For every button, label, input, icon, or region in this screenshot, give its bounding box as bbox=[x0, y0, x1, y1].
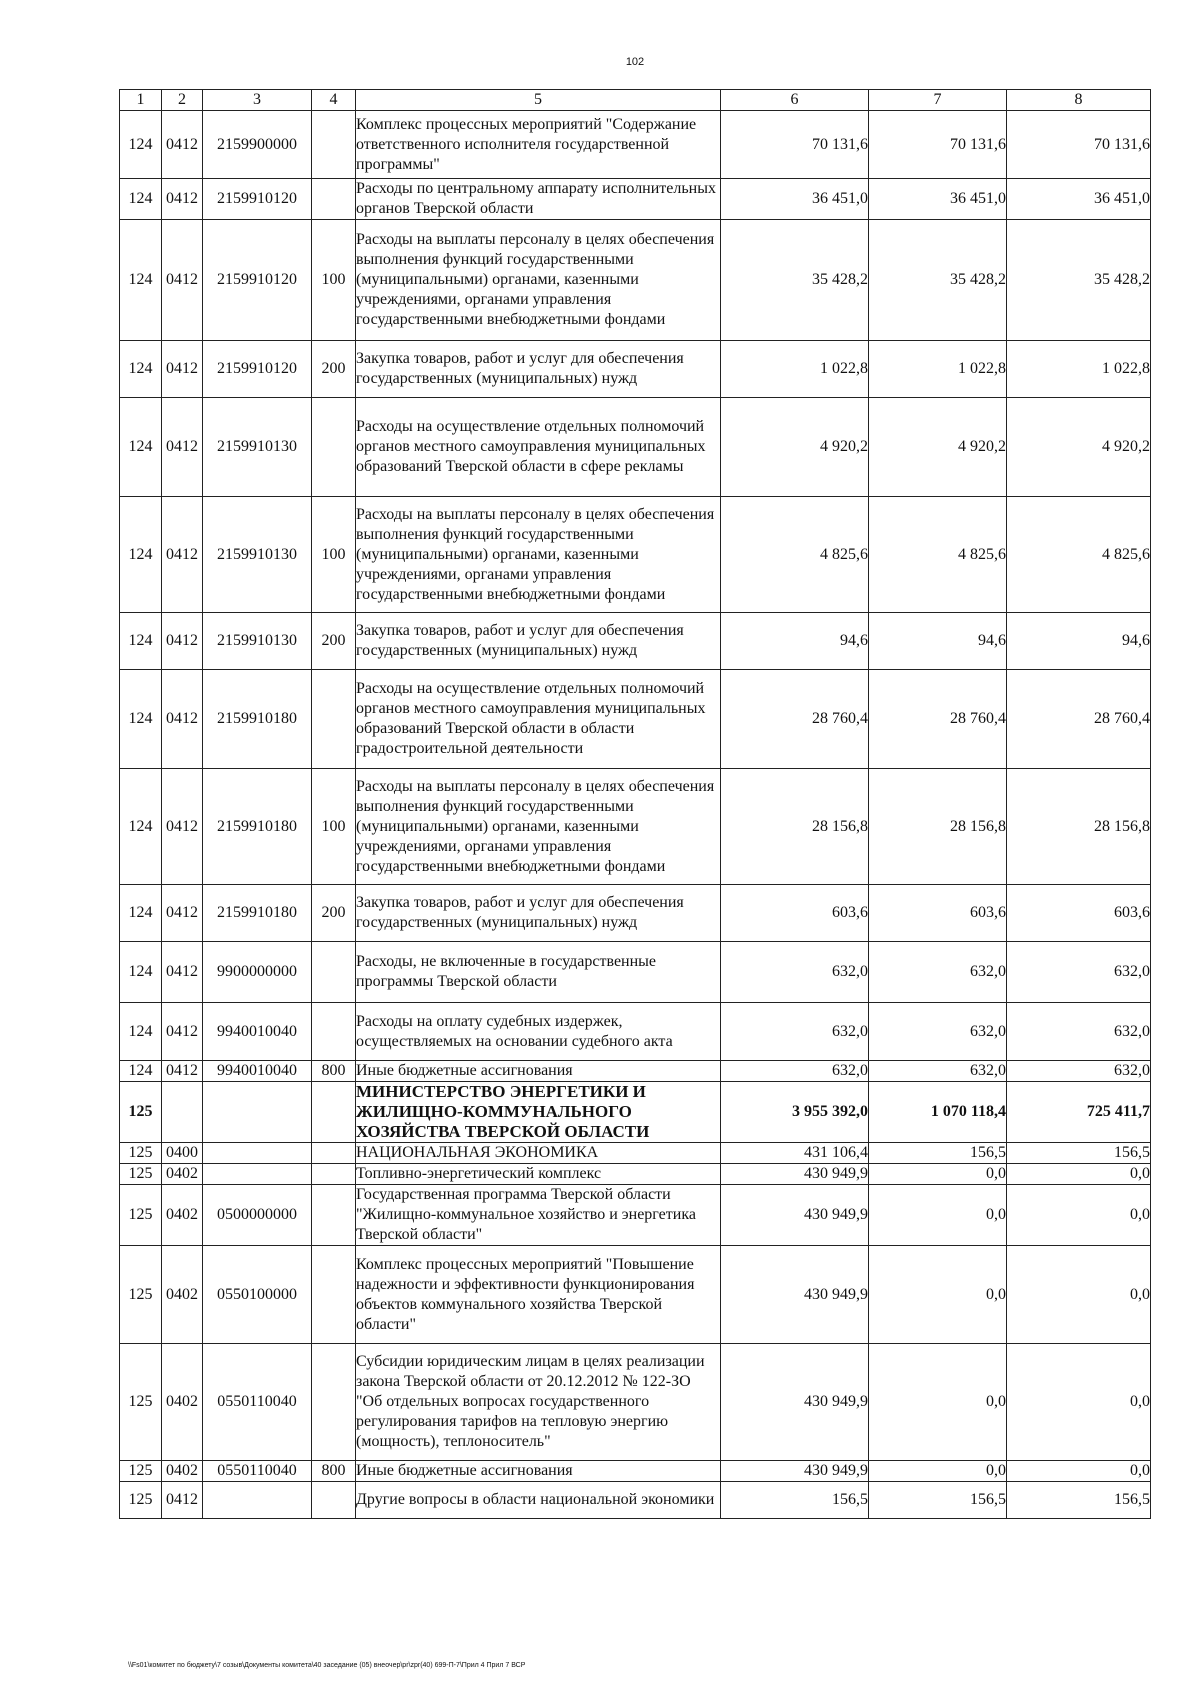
value-column-6: 70 131,6 bbox=[721, 111, 869, 179]
code-column-3: 9900000000 bbox=[203, 942, 312, 1003]
value-column-7: 0,0 bbox=[869, 1164, 1007, 1185]
table-row bbox=[120, 1061, 1151, 1082]
code-column-2: 0412 bbox=[162, 885, 203, 942]
footer-file-path: \\Fs01\комитет по бюджету\7 созыв\Документы комитета\40 заседание (05) внеочер\pr\zpr(40) 699-П-7\Прил 4 Прил 7 ВСР bbox=[128, 1662, 526, 1669]
value-column-7: 632,0 bbox=[869, 942, 1007, 1003]
code-column-4 bbox=[312, 1164, 356, 1185]
code-column-3: 9940010040 bbox=[203, 1061, 312, 1082]
code-column-1: 124 bbox=[120, 398, 162, 497]
description: Расходы на осуществление отдельных полномочий органов местного самоуправления муниципальных образований Тверской области в области градостроительной деятельности bbox=[356, 670, 721, 769]
table-row bbox=[120, 1344, 1151, 1461]
code-column-4: 100 bbox=[312, 220, 356, 341]
value-column-7: 632,0 bbox=[869, 1061, 1007, 1082]
value-column-7: 4 920,2 bbox=[869, 398, 1007, 497]
code-column-4 bbox=[312, 1482, 356, 1519]
code-column-1: 124 bbox=[120, 220, 162, 341]
value-column-8: 0,0 bbox=[1007, 1246, 1151, 1344]
code-column-2: 0402 bbox=[162, 1246, 203, 1344]
code-column-2: 0402 bbox=[162, 1164, 203, 1185]
table-row bbox=[120, 670, 1151, 769]
column-header: 6 bbox=[721, 90, 869, 111]
table-row bbox=[120, 1003, 1151, 1061]
code-column-2: 0412 bbox=[162, 179, 203, 220]
code-column-2: 0412 bbox=[162, 1482, 203, 1519]
column-header: 7 bbox=[869, 90, 1007, 111]
value-column-7: 0,0 bbox=[869, 1461, 1007, 1482]
value-column-8: 632,0 bbox=[1007, 942, 1151, 1003]
value-column-8: 0,0 bbox=[1007, 1185, 1151, 1246]
table-row bbox=[120, 769, 1151, 885]
table-header-row bbox=[120, 90, 1151, 111]
description: Комплекс процессных мероприятий "Содержание ответственного исполнителя государственной программы" bbox=[356, 111, 721, 179]
value-column-7: 70 131,6 bbox=[869, 111, 1007, 179]
code-column-1: 124 bbox=[120, 613, 162, 670]
value-column-8: 4 920,2 bbox=[1007, 398, 1151, 497]
value-column-6: 156,5 bbox=[721, 1482, 869, 1519]
value-column-7: 28 760,4 bbox=[869, 670, 1007, 769]
code-column-4: 200 bbox=[312, 885, 356, 942]
code-column-4 bbox=[312, 398, 356, 497]
code-column-2: 0412 bbox=[162, 220, 203, 341]
code-column-1: 125 bbox=[120, 1344, 162, 1461]
table-row bbox=[120, 497, 1151, 613]
code-column-1: 124 bbox=[120, 497, 162, 613]
value-column-6: 94,6 bbox=[721, 613, 869, 670]
value-column-6: 35 428,2 bbox=[721, 220, 869, 341]
table-row bbox=[120, 1482, 1151, 1519]
description: Расходы на осуществление отдельных полномочий органов местного самоуправления муниципальных образований Тверской области в сфере рекламы bbox=[356, 398, 721, 497]
value-column-7: 632,0 bbox=[869, 1003, 1007, 1061]
value-column-6: 430 949,9 bbox=[721, 1185, 869, 1246]
code-column-3: 2159910130 bbox=[203, 398, 312, 497]
code-column-4 bbox=[312, 670, 356, 769]
value-column-6: 28 156,8 bbox=[721, 769, 869, 885]
value-column-8: 0,0 bbox=[1007, 1344, 1151, 1461]
code-column-1: 124 bbox=[120, 341, 162, 398]
value-column-8: 28 760,4 bbox=[1007, 670, 1151, 769]
value-column-7: 35 428,2 bbox=[869, 220, 1007, 341]
value-column-7: 1 022,8 bbox=[869, 341, 1007, 398]
code-column-3: 9940010040 bbox=[203, 1003, 312, 1061]
code-column-4 bbox=[312, 1246, 356, 1344]
code-column-2: 0402 bbox=[162, 1461, 203, 1482]
code-column-4 bbox=[312, 1143, 356, 1164]
code-column-2 bbox=[162, 1082, 203, 1143]
value-column-6: 603,6 bbox=[721, 885, 869, 942]
description: Комплекс процессных мероприятий "Повышение надежности и эффективности функционирования объектов коммунального хозяйства Тверской области" bbox=[356, 1246, 721, 1344]
description: Другие вопросы в области национальной экономики bbox=[356, 1482, 721, 1519]
value-column-7: 4 825,6 bbox=[869, 497, 1007, 613]
value-column-8: 0,0 bbox=[1007, 1164, 1151, 1185]
code-column-1: 125 bbox=[120, 1164, 162, 1185]
description: МИНИСТЕРСТВО ЭНЕРГЕТИКИ И ЖИЛИЩНО-КОММУНАЛЬНОГО ХОЗЯЙСТВА ТВЕРСКОЙ ОБЛАСТИ bbox=[356, 1082, 721, 1143]
value-column-8: 603,6 bbox=[1007, 885, 1151, 942]
code-column-3: 2159910120 bbox=[203, 179, 312, 220]
table-row bbox=[120, 179, 1151, 220]
description: Закупка товаров, работ и услуг для обеспечения государственных (муниципальных) нужд bbox=[356, 341, 721, 398]
value-column-8: 1 022,8 bbox=[1007, 341, 1151, 398]
table-row bbox=[120, 1246, 1151, 1344]
description: Закупка товаров, работ и услуг для обеспечения государственных (муниципальных) нужд bbox=[356, 613, 721, 670]
code-column-3: 2159900000 bbox=[203, 111, 312, 179]
value-column-6: 28 760,4 bbox=[721, 670, 869, 769]
code-column-3: 0500000000 bbox=[203, 1185, 312, 1246]
table-row bbox=[120, 1185, 1151, 1246]
code-column-4 bbox=[312, 942, 356, 1003]
value-column-6: 430 949,9 bbox=[721, 1344, 869, 1461]
column-header: 3 bbox=[203, 90, 312, 111]
value-column-6: 1 022,8 bbox=[721, 341, 869, 398]
value-column-7: 603,6 bbox=[869, 885, 1007, 942]
code-column-1: 125 bbox=[120, 1482, 162, 1519]
code-column-2: 0412 bbox=[162, 341, 203, 398]
code-column-1: 124 bbox=[120, 670, 162, 769]
description: Расходы, не включенные в государственные программы Тверской области bbox=[356, 942, 721, 1003]
value-column-7: 28 156,8 bbox=[869, 769, 1007, 885]
value-column-6: 430 949,9 bbox=[721, 1246, 869, 1344]
description: Иные бюджетные ассигнования bbox=[356, 1461, 721, 1482]
code-column-4: 100 bbox=[312, 769, 356, 885]
value-column-7: 1 070 118,4 bbox=[869, 1082, 1007, 1143]
value-column-7: 94,6 bbox=[869, 613, 1007, 670]
code-column-3: 2159910130 bbox=[203, 497, 312, 613]
table-row bbox=[120, 1164, 1151, 1185]
value-column-8: 94,6 bbox=[1007, 613, 1151, 670]
code-column-2: 0412 bbox=[162, 1061, 203, 1082]
code-column-3 bbox=[203, 1143, 312, 1164]
code-column-2: 0412 bbox=[162, 942, 203, 1003]
code-column-1: 124 bbox=[120, 769, 162, 885]
code-column-3: 2159910180 bbox=[203, 769, 312, 885]
code-column-1: 125 bbox=[120, 1082, 162, 1143]
description: Топливно-энергетический комплекс bbox=[356, 1164, 721, 1185]
value-column-8: 70 131,6 bbox=[1007, 111, 1151, 179]
code-column-4 bbox=[312, 1082, 356, 1143]
value-column-8: 4 825,6 bbox=[1007, 497, 1151, 613]
value-column-6: 36 451,0 bbox=[721, 179, 869, 220]
value-column-8: 632,0 bbox=[1007, 1003, 1151, 1061]
column-header: 8 bbox=[1007, 90, 1151, 111]
code-column-3: 2159910130 bbox=[203, 613, 312, 670]
value-column-8: 156,5 bbox=[1007, 1482, 1151, 1519]
code-column-2: 0400 bbox=[162, 1143, 203, 1164]
code-column-3 bbox=[203, 1082, 312, 1143]
table-row bbox=[120, 1143, 1151, 1164]
code-column-2: 0412 bbox=[162, 497, 203, 613]
code-column-2: 0402 bbox=[162, 1344, 203, 1461]
description: НАЦИОНАЛЬНАЯ ЭКОНОМИКА bbox=[356, 1143, 721, 1164]
code-column-4: 800 bbox=[312, 1461, 356, 1482]
table-row bbox=[120, 1082, 1151, 1143]
table-row bbox=[120, 1461, 1151, 1482]
code-column-1: 124 bbox=[120, 179, 162, 220]
value-column-6: 430 949,9 bbox=[721, 1164, 869, 1185]
column-header: 5 bbox=[356, 90, 721, 111]
value-column-7: 0,0 bbox=[869, 1185, 1007, 1246]
code-column-4: 200 bbox=[312, 341, 356, 398]
code-column-1: 124 bbox=[120, 1003, 162, 1061]
code-column-2: 0412 bbox=[162, 769, 203, 885]
value-column-8: 28 156,8 bbox=[1007, 769, 1151, 885]
value-column-7: 36 451,0 bbox=[869, 179, 1007, 220]
code-column-2: 0412 bbox=[162, 111, 203, 179]
value-column-7: 156,5 bbox=[869, 1482, 1007, 1519]
value-column-8: 36 451,0 bbox=[1007, 179, 1151, 220]
code-column-1: 125 bbox=[120, 1143, 162, 1164]
code-column-1: 124 bbox=[120, 885, 162, 942]
value-column-6: 3 955 392,0 bbox=[721, 1082, 869, 1143]
value-column-6: 632,0 bbox=[721, 942, 869, 1003]
code-column-3 bbox=[203, 1482, 312, 1519]
table-row bbox=[120, 220, 1151, 341]
code-column-4 bbox=[312, 111, 356, 179]
code-column-4: 100 bbox=[312, 497, 356, 613]
code-column-4: 200 bbox=[312, 613, 356, 670]
code-column-1: 124 bbox=[120, 1061, 162, 1082]
table-row bbox=[120, 942, 1151, 1003]
description: Расходы на выплаты персоналу в целях обеспечения выполнения функций государственными (муниципальными) органами, казенными учреждениями, органами управления государственными внебюджетными фондами bbox=[356, 769, 721, 885]
table-row bbox=[120, 341, 1151, 398]
value-column-8: 0,0 bbox=[1007, 1461, 1151, 1482]
value-column-7: 0,0 bbox=[869, 1344, 1007, 1461]
code-column-3: 2159910180 bbox=[203, 670, 312, 769]
code-column-2: 0412 bbox=[162, 613, 203, 670]
description: Субсидии юридическим лицам в целях реализации закона Тверской области от 20.12.2012 № 122-ЗО "Об отдельных вопросах государственного регулирования тарифов на тепловую энергию (мощность), теплоноситель" bbox=[356, 1344, 721, 1461]
code-column-3: 2159910120 bbox=[203, 220, 312, 341]
table-row bbox=[120, 398, 1151, 497]
code-column-3 bbox=[203, 1164, 312, 1185]
description: Иные бюджетные ассигнования bbox=[356, 1061, 721, 1082]
description: Расходы на выплаты персоналу в целях обеспечения выполнения функций государственными (муниципальными) органами, казенными учреждениями, органами управления государственными внебюджетными фондами bbox=[356, 497, 721, 613]
code-column-2: 0412 bbox=[162, 1003, 203, 1061]
table-row bbox=[120, 111, 1151, 179]
table-row bbox=[120, 613, 1151, 670]
value-column-8: 35 428,2 bbox=[1007, 220, 1151, 341]
code-column-1: 124 bbox=[120, 111, 162, 179]
value-column-8: 725 411,7 bbox=[1007, 1082, 1151, 1143]
code-column-4 bbox=[312, 1344, 356, 1461]
value-column-8: 156,5 bbox=[1007, 1143, 1151, 1164]
value-column-7: 0,0 bbox=[869, 1246, 1007, 1344]
page-number: 102 bbox=[625, 56, 645, 68]
description: Расходы на оплату судебных издержек, осуществляемых на основании судебного акта bbox=[356, 1003, 721, 1061]
code-column-1: 124 bbox=[120, 942, 162, 1003]
value-column-7: 156,5 bbox=[869, 1143, 1007, 1164]
value-column-8: 632,0 bbox=[1007, 1061, 1151, 1082]
code-column-4: 800 bbox=[312, 1061, 356, 1082]
code-column-4 bbox=[312, 179, 356, 220]
code-column-3: 0550110040 bbox=[203, 1344, 312, 1461]
code-column-3: 0550100000 bbox=[203, 1246, 312, 1344]
code-column-1: 125 bbox=[120, 1461, 162, 1482]
value-column-6: 632,0 bbox=[721, 1061, 869, 1082]
code-column-3: 2159910180 bbox=[203, 885, 312, 942]
table-row bbox=[120, 885, 1151, 942]
column-header: 2 bbox=[162, 90, 203, 111]
value-column-6: 430 949,9 bbox=[721, 1461, 869, 1482]
value-column-6: 632,0 bbox=[721, 1003, 869, 1061]
description: Закупка товаров, работ и услуг для обеспечения государственных (муниципальных) нужд bbox=[356, 885, 721, 942]
code-column-2: 0412 bbox=[162, 670, 203, 769]
code-column-3: 0550110040 bbox=[203, 1461, 312, 1482]
description: Расходы на выплаты персоналу в целях обеспечения выполнения функций государственными (муниципальными) органами, казенными учреждениями, органами управления государственными внебюджетными фондами bbox=[356, 220, 721, 341]
value-column-6: 431 106,4 bbox=[721, 1143, 869, 1164]
code-column-2: 0402 bbox=[162, 1185, 203, 1246]
code-column-4 bbox=[312, 1185, 356, 1246]
column-header: 4 bbox=[312, 90, 356, 111]
column-header: 1 bbox=[120, 90, 162, 111]
value-column-6: 4 825,6 bbox=[721, 497, 869, 613]
code-column-1: 125 bbox=[120, 1246, 162, 1344]
description: Государственная программа Тверской области "Жилищно-коммунальное хозяйство и энергетика Тверской области" bbox=[356, 1185, 721, 1246]
code-column-4 bbox=[312, 1003, 356, 1061]
code-column-1: 125 bbox=[120, 1185, 162, 1246]
value-column-6: 4 920,2 bbox=[721, 398, 869, 497]
code-column-3: 2159910120 bbox=[203, 341, 312, 398]
code-column-2: 0412 bbox=[162, 398, 203, 497]
description: Расходы по центральному аппарату исполнительных органов Тверской области bbox=[356, 179, 721, 220]
budget-table bbox=[119, 89, 1151, 1519]
